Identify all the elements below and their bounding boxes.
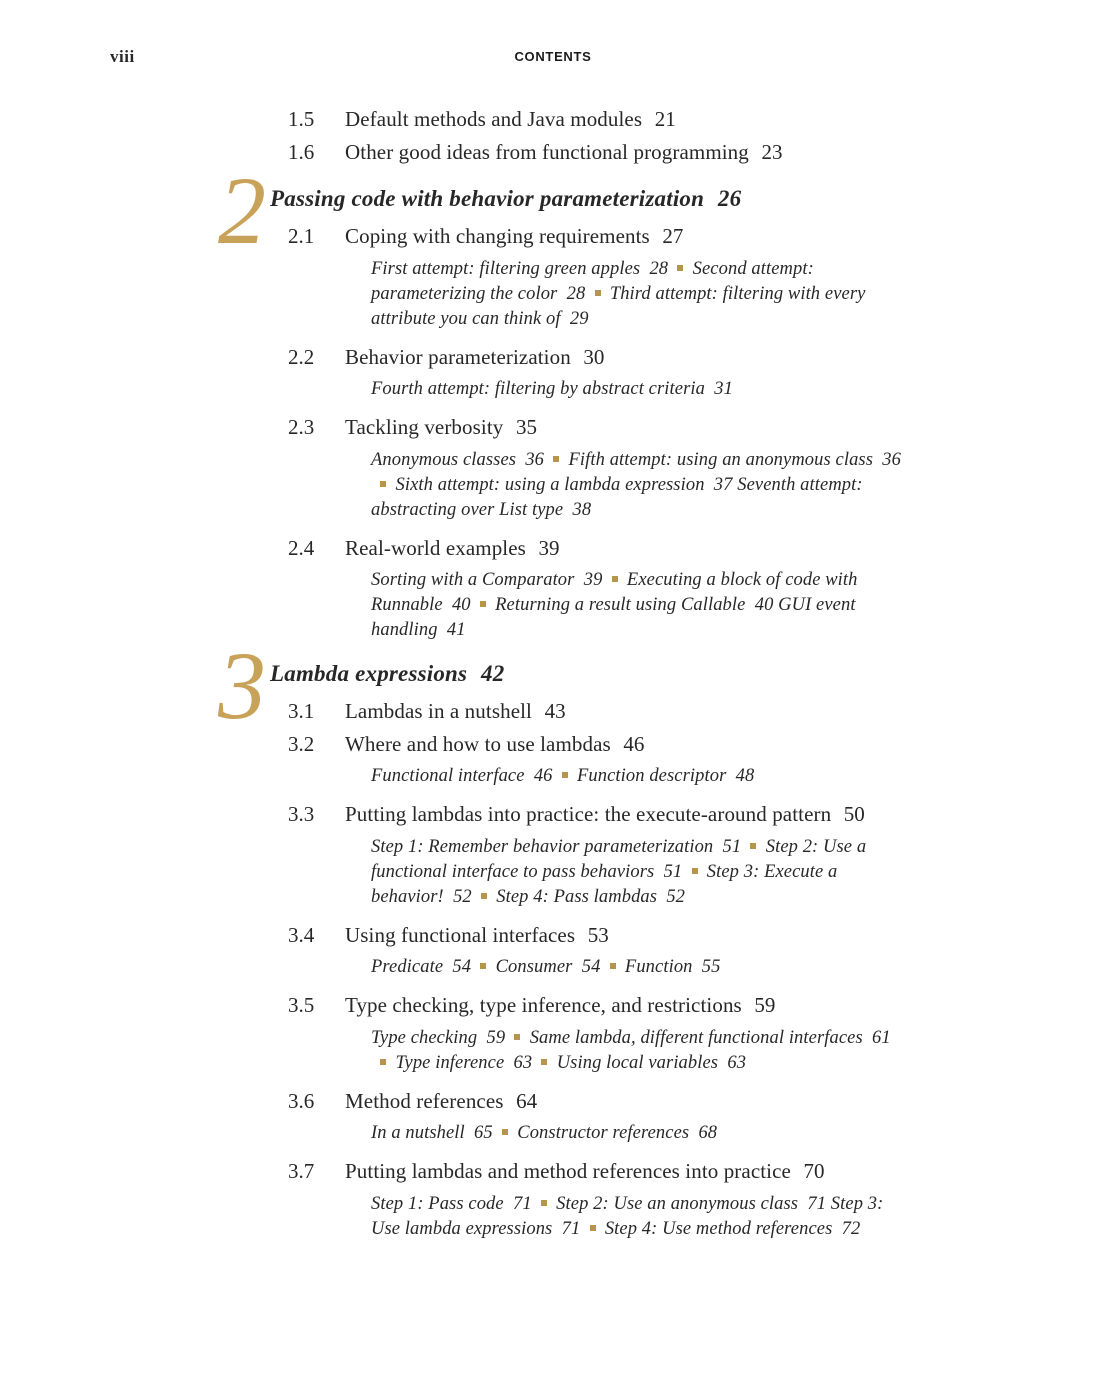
subentry-title: Consumer [495,957,573,977]
section-row [288,695,1000,728]
subentry [530,1028,891,1048]
subentry-title: Step 1: Pass code [371,1193,504,1214]
subentry-title: Predicate [371,957,444,977]
bullet-separator-icon [380,1059,386,1065]
section-number: 1.6 [288,139,315,164]
subentry-page-number: 54 [452,957,472,977]
subentry-title: Returning a result using Callable [495,595,746,615]
bullet-separator-icon [677,265,683,271]
bullet-separator-icon [610,963,616,969]
section-title: Putting lambdas into practice: the execute-around pattern [345,802,832,826]
subentry [396,475,733,495]
bullet-separator-icon [590,1225,596,1231]
folio-page-number: viii [110,47,135,66]
toc-section-entry [288,989,1000,1076]
subentry-page-number: 61 [872,1027,891,1048]
subentry-page-number: 65 [474,1123,493,1143]
subentry-page-number: 29 [569,308,589,329]
subentry-page-number: 28 [649,258,669,279]
subentry-page-number: 31 [714,379,733,399]
section-page-number: 35 [515,415,537,439]
subentry-page-number: 28 [566,283,586,304]
section-number: 2.2 [288,344,315,369]
section-title: Behavior parameterization [345,344,571,369]
section-row [288,798,1000,831]
section-subentries [371,1121,911,1146]
subentry [557,1053,746,1073]
subentry-page-number: 71 [512,1193,532,1214]
section-row [288,341,1000,374]
section-page-number: 21 [654,107,676,131]
subentry-page-number: 41 [446,620,466,640]
subentry-page-number: 46 [533,766,553,786]
subentry-title: Step 3: Execute a behavior! [371,861,838,907]
subentry-page-number: 63 [513,1052,533,1073]
subentry [371,259,668,279]
bullet-separator-icon [514,1034,520,1040]
subentry-title: Step 2: Use an anonymous class [556,1193,799,1214]
subentry-page-number: 68 [698,1123,718,1143]
section-subentries [371,568,911,643]
bullet-separator-icon [481,893,487,899]
section-page-number: 43 [544,699,566,723]
toc-section-entry [288,798,1000,910]
bullet-separator-icon [480,601,486,607]
toc-section-entry [288,220,1000,332]
chapter-heading [270,655,1000,693]
section-row [288,103,1000,136]
subentry [496,887,685,907]
section-title: Type checking, type inference, and restrictions [345,993,742,1017]
section-title: Where and how to use lambdas [345,731,611,756]
section-page-number: 59 [754,993,776,1017]
toc-section-entry [288,532,1000,644]
subentry-title: Fifth attempt: using an anonymous class [568,449,874,470]
subentry-title: Step 1: Remember behavior parameterization [371,836,714,857]
chapter-numeral: 3 [218,632,266,739]
subentry-title: In a nutshell [371,1123,465,1143]
subentry-page-number: 51 [722,836,742,857]
section-page-number: 50 [843,802,865,826]
subentry-title: Function descriptor [577,766,727,786]
bullet-separator-icon [541,1059,547,1065]
section-page-number: 64 [516,1088,538,1113]
subentry-page-number: 52 [666,886,686,907]
section-subentries [371,764,911,789]
toc-section-entry [288,695,1000,728]
subentry-page-number: 40 [754,595,774,615]
section-row [288,919,1000,952]
bullet-separator-icon [553,456,559,462]
toc-section-entry [288,728,1000,790]
subentry [371,957,471,977]
subentry-page-number: 63 [727,1052,747,1073]
bullet-separator-icon [595,290,601,296]
subentry-title: Constructor references [517,1123,690,1143]
subentry-page-number: 72 [841,1218,861,1239]
subentry [371,1194,532,1214]
section-row [288,220,1000,253]
section-title: Default methods and Java modules [345,107,643,131]
subentry [556,1194,826,1214]
bullet-separator-icon [692,868,698,874]
subentry-title: Third attempt: filtering with every attribute you can think of [371,283,866,329]
section-page-number: 30 [583,344,605,369]
section-title: Method references [345,1088,504,1113]
section-row [288,1085,1000,1118]
subentry [371,837,741,857]
chapter-heading [270,180,1000,218]
running-head [0,46,1106,72]
section-row [288,411,1000,444]
section-number: 3.1 [288,699,315,723]
section-number: 3.7 [288,1159,315,1183]
subentry-page-number: 38 [572,499,592,520]
subentry-title: Executing a block of code with Runnable [371,570,858,615]
subentry-title: Using local variables [556,1052,719,1073]
section-title: Other good ideas from functional programming [345,139,749,164]
section-subentries [371,1026,911,1076]
subentry-title: Step 4: Pass lambdas [496,886,658,907]
section-subentries [371,377,911,402]
section-title: Putting lambdas and method references into practice [345,1159,791,1183]
chapter-title: Passing code with behavior parameterization [270,186,705,211]
subentry-title: Type checking [371,1027,478,1048]
subentry-title: Type inference [395,1052,505,1073]
subentry-page-number: 55 [701,957,721,977]
section-title: Lambdas in a nutshell [345,699,532,723]
subentry-page-number: 71 [807,1193,827,1214]
subentry [371,1123,493,1143]
section-subentries [371,257,911,332]
subentry-title: Sorting with a Comparator [371,570,575,590]
subentry-title: Fourth attempt: filtering by abstract criteria [371,379,705,399]
section-number: 3.3 [288,802,315,826]
subentry-page-number: 39 [583,570,603,590]
chapter-title: Lambda expressions [270,661,468,686]
section-page-number: 53 [587,922,609,947]
section-number: 2.3 [288,415,315,439]
section-subentries [371,1192,911,1242]
bullet-separator-icon [541,1200,547,1206]
subentry-title: Function [624,957,693,977]
subentry-page-number: 40 [451,595,471,615]
subentry [495,595,773,615]
section-title: Tackling verbosity [345,415,504,439]
subentry [577,766,754,786]
subentry [371,379,733,399]
subentry [371,450,544,470]
subentry [625,957,721,977]
bullet-separator-icon [380,481,386,487]
bullet-separator-icon [502,1129,508,1135]
bullet-separator-icon [612,576,618,582]
section-number: 2.1 [288,224,315,248]
subentry [605,1219,861,1239]
bullet-separator-icon [750,843,756,849]
section-row [288,989,1000,1022]
subentry [396,1053,533,1073]
subentry-title: Functional interface [371,766,525,786]
subentry [517,1123,717,1143]
subentry-page-number: 36 [525,449,545,470]
section-number: 1.5 [288,107,315,131]
subentry-title: First attempt: filtering green apples [371,258,641,279]
section-number: 3.5 [288,993,315,1017]
subentry [371,766,553,786]
subentry-title: Step 4: Use method references [604,1218,833,1239]
section-number: 3.4 [288,922,315,947]
section-row [288,136,1000,169]
subentry [371,1028,505,1048]
toc-list [218,103,1000,1251]
subentry-title: Step 2: Use a functional interface to pass behaviors [371,836,867,882]
subentry-page-number: 54 [581,957,601,977]
section-row [288,532,1000,565]
toc-section-entry [288,136,1000,169]
toc-section-entry [288,103,1000,136]
subentry-title: Anonymous classes [371,449,517,470]
section-title: Using functional interfaces [345,922,576,947]
subentry-page-number: 59 [486,1027,506,1048]
section-title: Coping with changing requirements [345,224,650,248]
section-number: 3.2 [288,731,315,756]
section-page-number: 46 [623,731,645,756]
section-subentries [371,835,911,910]
subentry-page-number: 52 [453,886,472,907]
subentry-page-number: 37 [713,474,733,495]
section-row [288,1155,1000,1188]
section-page-number: 70 [803,1159,825,1183]
subentry-page-number: 51 [663,861,683,882]
section-number: 3.6 [288,1088,315,1113]
chapter-page-number: 26 [717,186,742,211]
bullet-separator-icon [562,772,568,778]
subentry-title: Second attempt: parameterizing the color [371,258,814,304]
section-subentries [371,448,911,523]
section-page-number: 27 [662,224,684,248]
running-header: CONTENTS [514,49,592,64]
section-page-number: 39 [538,535,560,560]
subentry-page-number: 36 [882,449,901,470]
chapter-numeral: 2 [218,157,266,264]
toc-section-entry [288,919,1000,981]
toc-section-entry [288,411,1000,523]
section-page-number: 23 [761,139,783,164]
subentry [496,957,601,977]
bullet-separator-icon [480,963,486,969]
toc-section-entry [288,1155,1000,1242]
subentry-title: Sixth attempt: using a lambda expression [395,474,705,495]
subentry-title: GUI event handling [371,595,856,640]
subentry-page-number: 48 [735,766,755,786]
toc-section-entry [288,1085,1000,1147]
toc-section-entry [288,341,1000,403]
section-title: Real-world examples [345,535,526,560]
subentry-title: Same lambda, different functional interfaces [529,1027,863,1048]
chapter-page-number: 42 [481,661,505,686]
section-number: 2.4 [288,535,315,560]
subentry [569,450,901,470]
subentry-title: Seventh attempt: abstracting over List type [371,474,863,520]
subentry [371,570,602,590]
section-subentries [371,955,911,980]
subentry-page-number: 71 [561,1218,581,1239]
section-row [288,728,1000,761]
subentry-title: Step 3: Use lambda expressions [371,1193,884,1239]
